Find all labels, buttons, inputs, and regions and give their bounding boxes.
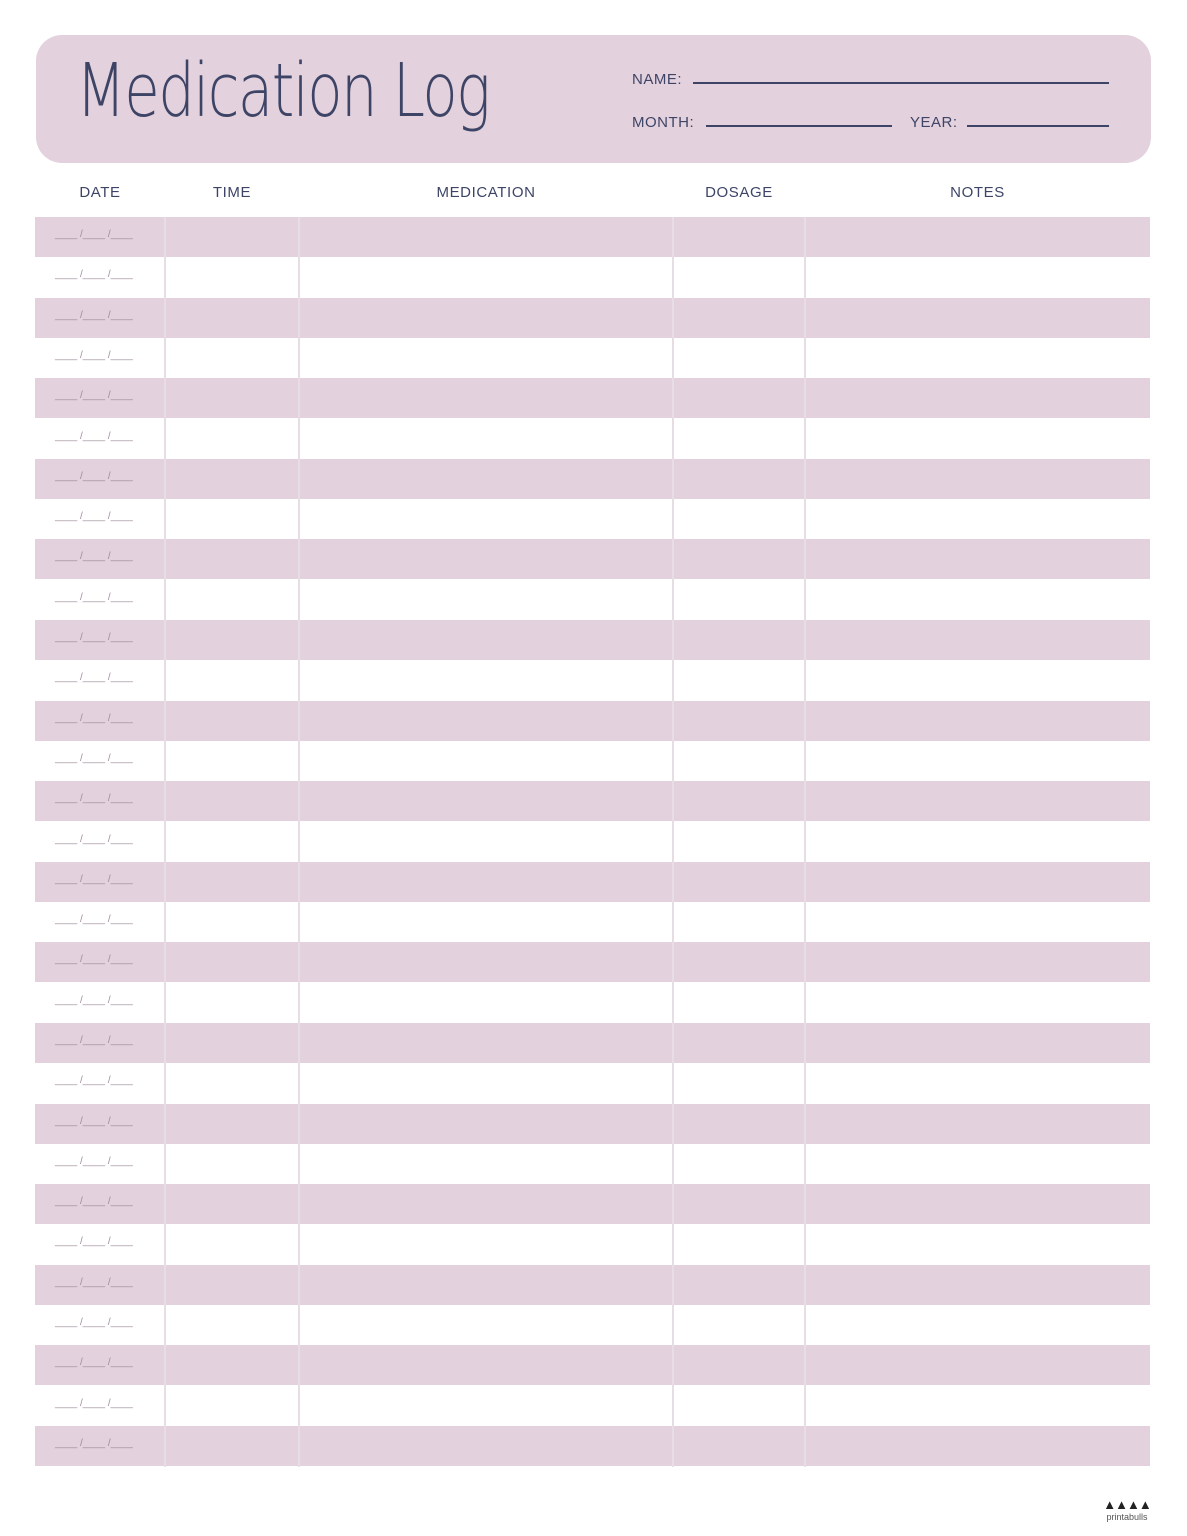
table-row[interactable] (35, 620, 1150, 660)
date-placeholder[interactable]: ____ /____ /____ (55, 995, 133, 1006)
table-row[interactable] (35, 1426, 1150, 1466)
date-placeholder[interactable]: ____ /____ /____ (55, 834, 133, 845)
table-row[interactable] (35, 539, 1150, 579)
date-placeholder[interactable]: ____ /____ /____ (55, 753, 133, 764)
table-row[interactable] (35, 660, 1150, 700)
column-divider (672, 217, 674, 1467)
table-row[interactable] (35, 499, 1150, 539)
table-row[interactable] (35, 741, 1150, 781)
column-divider (298, 217, 300, 1467)
table-row[interactable] (35, 1104, 1150, 1144)
printabulls-logo (1100, 1498, 1154, 1530)
name-field[interactable] (693, 82, 1109, 84)
date-placeholder[interactable]: ____ /____ /____ (55, 874, 133, 885)
date-placeholder[interactable]: ____ /____ /____ (55, 1035, 133, 1046)
table-row[interactable] (35, 1305, 1150, 1345)
date-placeholder[interactable]: ____ /____ /____ (55, 632, 133, 643)
header-panel (36, 35, 1151, 163)
column-divider (804, 217, 806, 1467)
date-placeholder[interactable]: ____ /____ /____ (55, 1116, 133, 1127)
date-placeholder[interactable]: ____ /____ /____ (55, 1156, 133, 1167)
table-row[interactable] (35, 1224, 1150, 1264)
date-placeholder[interactable]: ____ /____ /____ (55, 310, 133, 321)
bulldog-logo-icon: ▲▲▲▲ (1103, 1497, 1151, 1512)
date-placeholder[interactable]: ____ /____ /____ (55, 954, 133, 965)
date-placeholder[interactable]: ____ /____ /____ (55, 551, 133, 562)
date-placeholder[interactable]: ____ /____ /____ (55, 1236, 133, 1247)
date-placeholder[interactable]: ____ /____ /____ (55, 1398, 133, 1409)
date-placeholder[interactable]: ____ /____ /____ (55, 1357, 133, 1368)
date-placeholder[interactable]: ____ /____ /____ (55, 471, 133, 482)
date-placeholder[interactable]: ____ /____ /____ (55, 431, 133, 442)
column-divider (164, 217, 166, 1467)
table-row[interactable] (35, 1345, 1150, 1385)
date-placeholder[interactable]: ____ /____ /____ (55, 592, 133, 603)
month-label: MONTH: (632, 114, 695, 131)
table-row[interactable] (35, 459, 1150, 499)
date-placeholder[interactable]: ____ /____ /____ (55, 672, 133, 683)
medication-log-table (35, 217, 1150, 1467)
date-placeholder[interactable]: ____ /____ /____ (55, 269, 133, 280)
name-label: NAME: (632, 71, 683, 88)
column-header-date: DATE (79, 184, 121, 201)
table-row[interactable] (35, 902, 1150, 942)
table-row[interactable] (35, 378, 1150, 418)
date-placeholder[interactable]: ____ /____ /____ (55, 1075, 133, 1086)
table-row[interactable] (35, 701, 1150, 741)
date-placeholder[interactable]: ____ /____ /____ (55, 713, 133, 724)
year-label: YEAR: (910, 114, 958, 131)
table-row[interactable] (35, 338, 1150, 378)
table-row[interactable] (35, 983, 1150, 1023)
table-row[interactable] (35, 1184, 1150, 1224)
table-row[interactable] (35, 1386, 1150, 1426)
date-placeholder[interactable]: ____ /____ /____ (55, 793, 133, 804)
table-row[interactable] (35, 419, 1150, 459)
table-row[interactable] (35, 257, 1150, 297)
table-row[interactable] (35, 1144, 1150, 1184)
date-placeholder[interactable]: ____ /____ /____ (55, 1317, 133, 1328)
date-placeholder[interactable]: ____ /____ /____ (55, 1196, 133, 1207)
table-row[interactable] (35, 1265, 1150, 1305)
column-header-notes: NOTES (950, 184, 1005, 201)
date-placeholder[interactable]: ____ /____ /____ (55, 1277, 133, 1288)
date-placeholder[interactable]: ____ /____ /____ (55, 511, 133, 522)
column-header-medication: MEDICATION (436, 184, 536, 201)
date-placeholder[interactable]: ____ /____ /____ (55, 390, 133, 401)
table-row[interactable] (35, 580, 1150, 620)
table-row[interactable] (35, 781, 1150, 821)
table-row[interactable] (35, 942, 1150, 982)
date-placeholder[interactable]: ____ /____ /____ (55, 229, 133, 240)
page-title: Medication Log (76, 48, 490, 134)
month-field[interactable] (706, 125, 892, 127)
brand-name: printabulls (1106, 1512, 1148, 1522)
column-header-dosage: DOSAGE (705, 184, 773, 201)
table-row[interactable] (35, 1063, 1150, 1103)
table-row[interactable] (35, 822, 1150, 862)
table-row[interactable] (35, 217, 1150, 257)
year-field[interactable] (967, 125, 1109, 127)
table-row[interactable] (35, 298, 1150, 338)
date-placeholder[interactable]: ____ /____ /____ (55, 1438, 133, 1449)
date-placeholder[interactable]: ____ /____ /____ (55, 350, 133, 361)
table-row[interactable] (35, 1023, 1150, 1063)
column-header-time: TIME (212, 184, 252, 201)
table-row[interactable] (35, 862, 1150, 902)
date-placeholder[interactable]: ____ /____ /____ (55, 914, 133, 925)
